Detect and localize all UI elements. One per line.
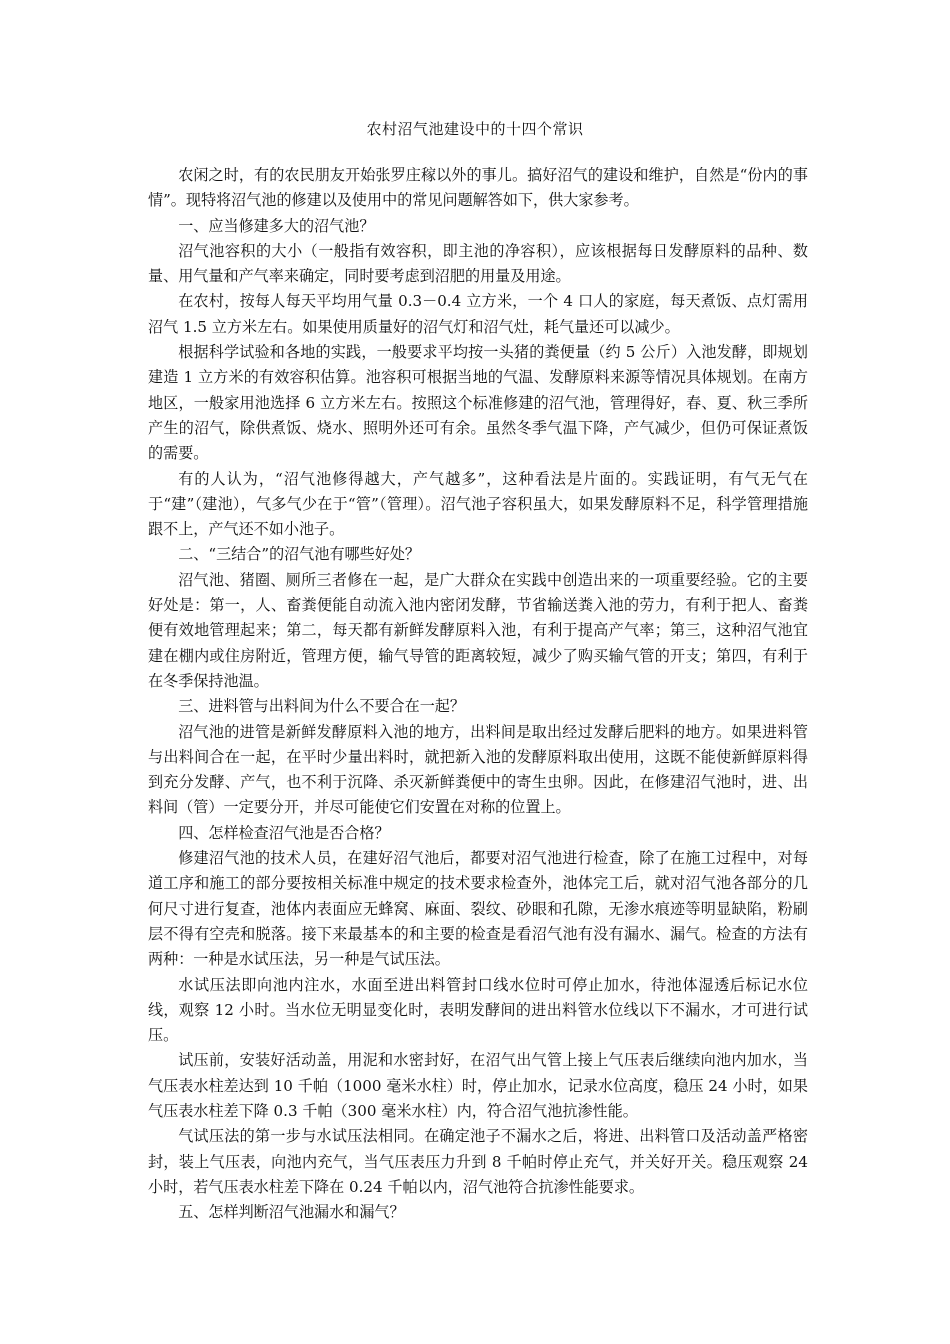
body-paragraph: 水试压法即向池内注水，水面至进出料管封口线水位时可停止加水，待池体湿透后标记水位线，观察 12 小时。当水位无明显变化时，表明发酵间的进出料管水位线以下不漏水，才可进行试压。	[148, 975, 808, 1045]
body-paragraph: 沼气池的进管是新鲜发酵原料入池的地方，出料间是取出经过发酵后肥料的地方。如果进料管与出料间合在一起，在平时少量出料时，就把新入池的发酵原料取出使用，这既不能使新鲜原料得到充分发酵、产气，也不利于沉降、杀灭新鲜粪便中的寄生虫卵。因此，在修建沼气池时，进、出料间（管）一定要分开，并尽可能使它们安置在对称的位置上。	[148, 722, 808, 817]
document-title: 农村沼气池建设中的十四个常识	[366, 120, 584, 138]
body-paragraph: 沼气池容积的大小（一般指有效容积，即主池的净容积），应该根据每日发酵原料的品种、数量、用气量和产气率来确定，同时要考虑到沼肥的用量及用途。	[148, 241, 808, 286]
body-paragraph: 修建沼气池的技术人员，在建好沼气池后，都要对沼气池进行检查，除了在施工过程中，对每道工序和施工的部分要按相关标准中规定的技术要求检查外，池体完工后，就对沼气池各部分的几何尺寸进行复查，池体内表面应无蜂窝、麻面、裂纹、砂眼和孔隙，无渗水痕迹等明显缺陷，粉刷层不得有空壳和脱落。接下来最基本的和主要的检查是看沼气池有没有漏水、漏气。检查的方法有两种：一种是水试压法，另一种是气试压法。	[148, 849, 808, 969]
section-heading-1: 一、应当修建多大的沼气池？	[178, 216, 375, 235]
section-heading-5: 五、怎样判断沼气池漏水和漏气？	[178, 1203, 405, 1222]
body-paragraph: 沼气池、猪圈、厕所三者修在一起，是广大群众在实践中创造出来的一项重要经验。它的主要好处是：第一，人、畜粪便能自动流入池内密闭发酵，节省输送粪入池的劳力，有利于把人、畜粪便有效地管理起来；第二，每天都有新鲜发酵原料入池，有利于提高产气率；第三，这种沼气池宜建在棚内或住房附近，管理方便，输气导管的距离较短，减少了购买输气管的开支；第四，有利于在冬季保持池温。	[148, 570, 808, 690]
body-paragraph: 在农村，按每人每天平均用气量 0.3－0.4 立方米，一个 4 口人的家庭，每天煮饭、点灯需用沼气 1.5 立方米左右。如果使用质量好的沼气灯和沼气灶，耗气量还可以减少。	[148, 292, 808, 336]
body-paragraph: 有的人认为，“沼气池修得越大，产气越多”，这种看法是片面的。实践证明，有气无气在于“建”（建池），气多气少在于“管”（管理）。沼气池子容积虽大，如果发酵原料不足，科学管理措施跟不上，产气还不如小池子。	[148, 469, 808, 539]
section-heading-4: 四、怎样检查沼气池是否合格？	[178, 823, 390, 842]
body-paragraph: 根据科学试验和各地的实践，一般要求平均按一头猪的粪便量（约 5 公斤）入池发酵，即规划建造 1 立方米的有效容积估算。池容积可根据当地的气温、发酵原料来源等情况具体规划。在南方地区，一般家用池选择 6 立方米左右。按照这个标准修建的沼气池，管理得好，春、夏、秋三季所产生的沼气，除供煮饭、烧水、照明外还可有余。虽然冬季气温下降，产气减少，但仍可保证煮饭的需要。	[148, 343, 808, 463]
document-body	[148, 163, 808, 1225]
body-paragraph: 气试压法的第一步与水试压法相同。在确定池子不漏水之后，将进、出料管口及活动盖严格密封，装上气压表，向池内充气，当气压表压力升到 8 千帕时停止充气，并关好开关。稳压观察 24 小时，若气压表水柱差下降在 0.24 千帕以内，沼气池符合抗渗性能要求。	[148, 1127, 808, 1196]
section-heading-3: 三、进料管与出料间为什么不要合在一起？	[178, 697, 465, 716]
section-heading-2: 二、“三结合”的沼气池有哪些好处？	[178, 545, 421, 564]
intro-paragraph: 农闲之时，有的农民朋友开始张罗庄稼以外的事儿。搞好沼气的建设和维护，自然是“份内的事情”。现特将沼气池的修建以及使用中的常见问题解答如下，供大家参考。	[148, 166, 808, 210]
body-paragraph: 试压前，安装好活动盖，用泥和水密封好，在沼气出气管上接上气压表后继续向池内加水，当气压表水柱差达到 10 千帕（1000 毫米水柱）时，停止加水，记录水位高度，稳压 24 小时，如果气压表水柱差下降 0.3 千帕（300 毫米水柱）内，符合沼气池抗渗性能。	[148, 1051, 808, 1120]
